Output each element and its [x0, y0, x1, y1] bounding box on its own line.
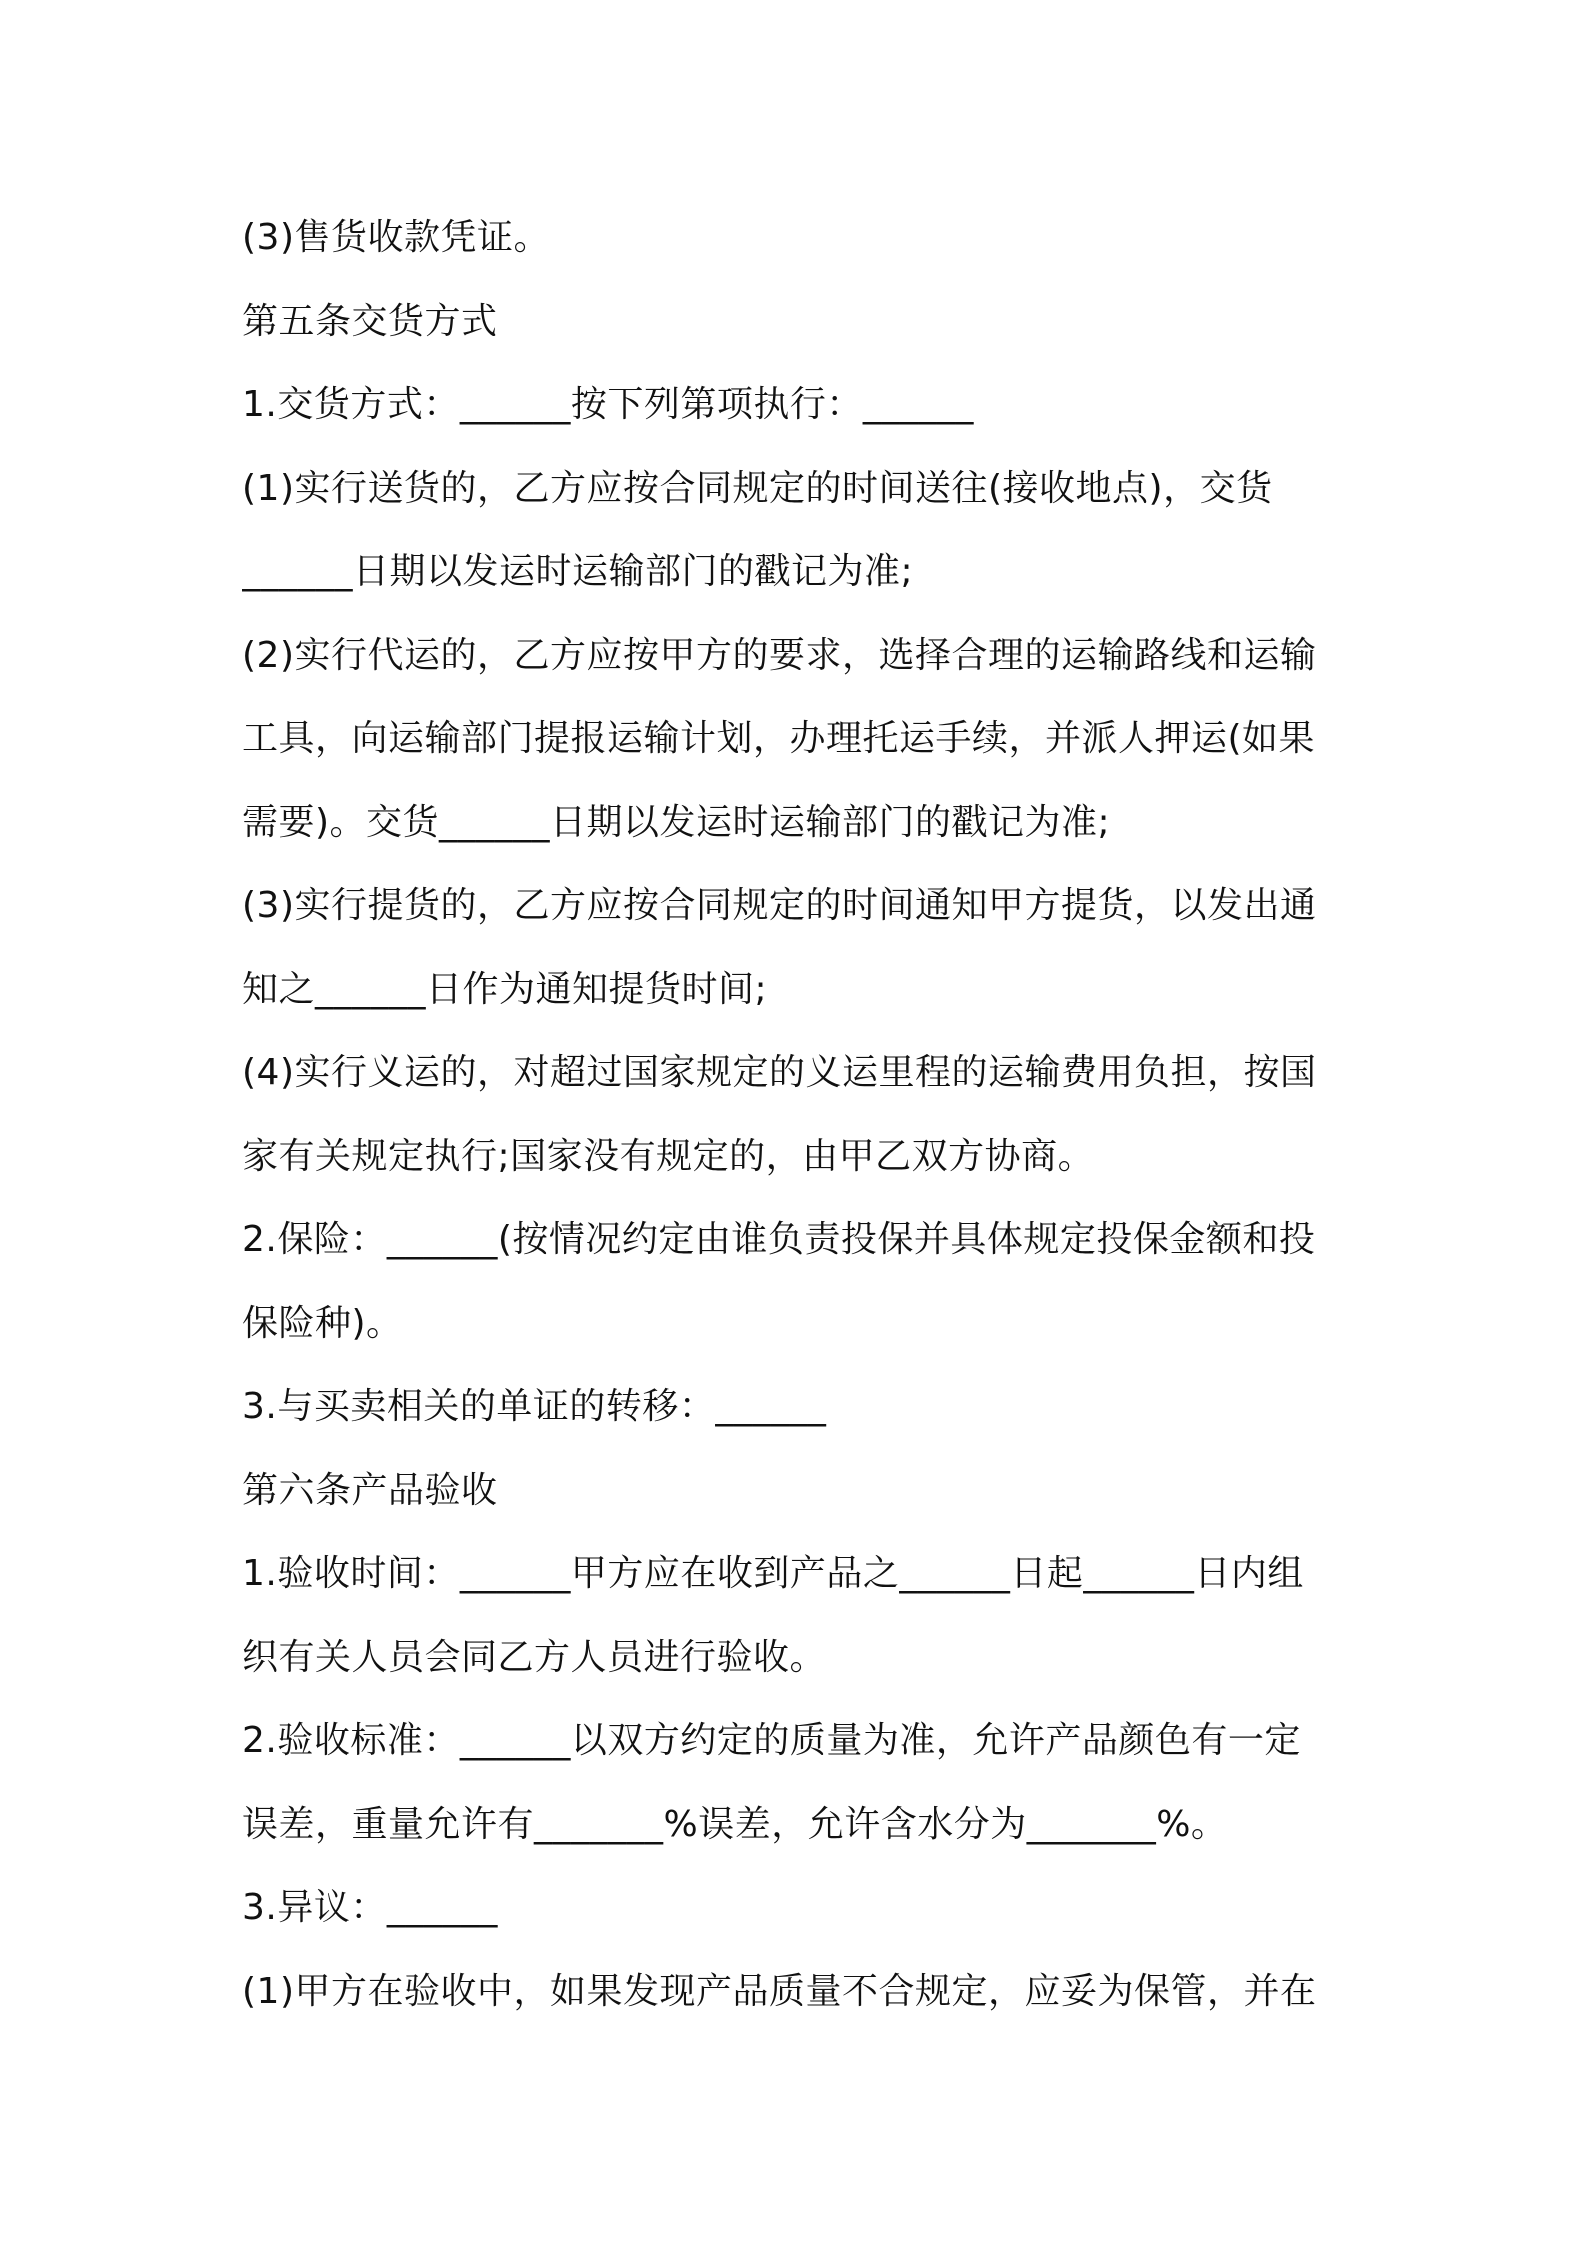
text-line: (3)售货收款凭证。	[242, 217, 550, 258]
text-line: 家有关规定执行;国家没有规定的，由甲乙双方协商。	[242, 1135, 1095, 1177]
text-line: 3.异议：______	[242, 1887, 498, 1928]
text-line: 3.与买卖相关的单证的转移：______	[242, 1386, 827, 1427]
text-line: (1)甲方在验收中，如果发现产品质量不合规定，应妥为保管，并在	[242, 1970, 1317, 2012]
text-line: (4)实行义运的，对超过国家规定的义运里程的运输费用负担，按国	[242, 1052, 1317, 1093]
text-line: (3)实行提货的，乙方应按合同规定的时间通知甲方提货，以发出通	[242, 885, 1317, 926]
section-heading: 第六条产品验收	[242, 1469, 498, 1511]
text-line: 需要)。交货______日期以发运时运输部门的戳记为准;	[242, 801, 1111, 843]
text-line: 1.交货方式：______按下列第项执行：______	[242, 384, 974, 425]
text-line: 误差，重量允许有_______%误差，允许含水分为_______%。	[242, 1803, 1228, 1845]
text-line: 保险种)。	[242, 1302, 403, 1344]
text-line: 织有关人员会同乙方人员进行验收。	[242, 1636, 827, 1678]
document-body	[242, 196, 1362, 2033]
text-line: 知之______日作为通知提货时间;	[242, 968, 768, 1010]
text-line: 1.验收时间：______甲方应在收到产品之______日起______日内组	[242, 1553, 1304, 1594]
text-line: (1)实行送货的，乙方应按合同规定的时间送往(接收地点)，交货	[242, 467, 1273, 509]
text-line: 2.保险：______(按情况约定由谁负责投保并具体规定投保金额和投	[242, 1219, 1316, 1260]
text-line: (2)实行代运的，乙方应按甲方的要求，选择合理的运输路线和运输	[242, 634, 1317, 676]
text-line: ______日期以发运时运输部门的戳记为准;	[242, 551, 914, 592]
text-line: 工具，向运输部门提报运输计划，办理托运手续，并派人押运(如果	[242, 718, 1316, 759]
text-line: 2.验收标准：______以双方约定的质量为准，允许产品颜色有一定	[242, 1720, 1301, 1761]
section-heading: 第五条交货方式	[242, 300, 498, 342]
